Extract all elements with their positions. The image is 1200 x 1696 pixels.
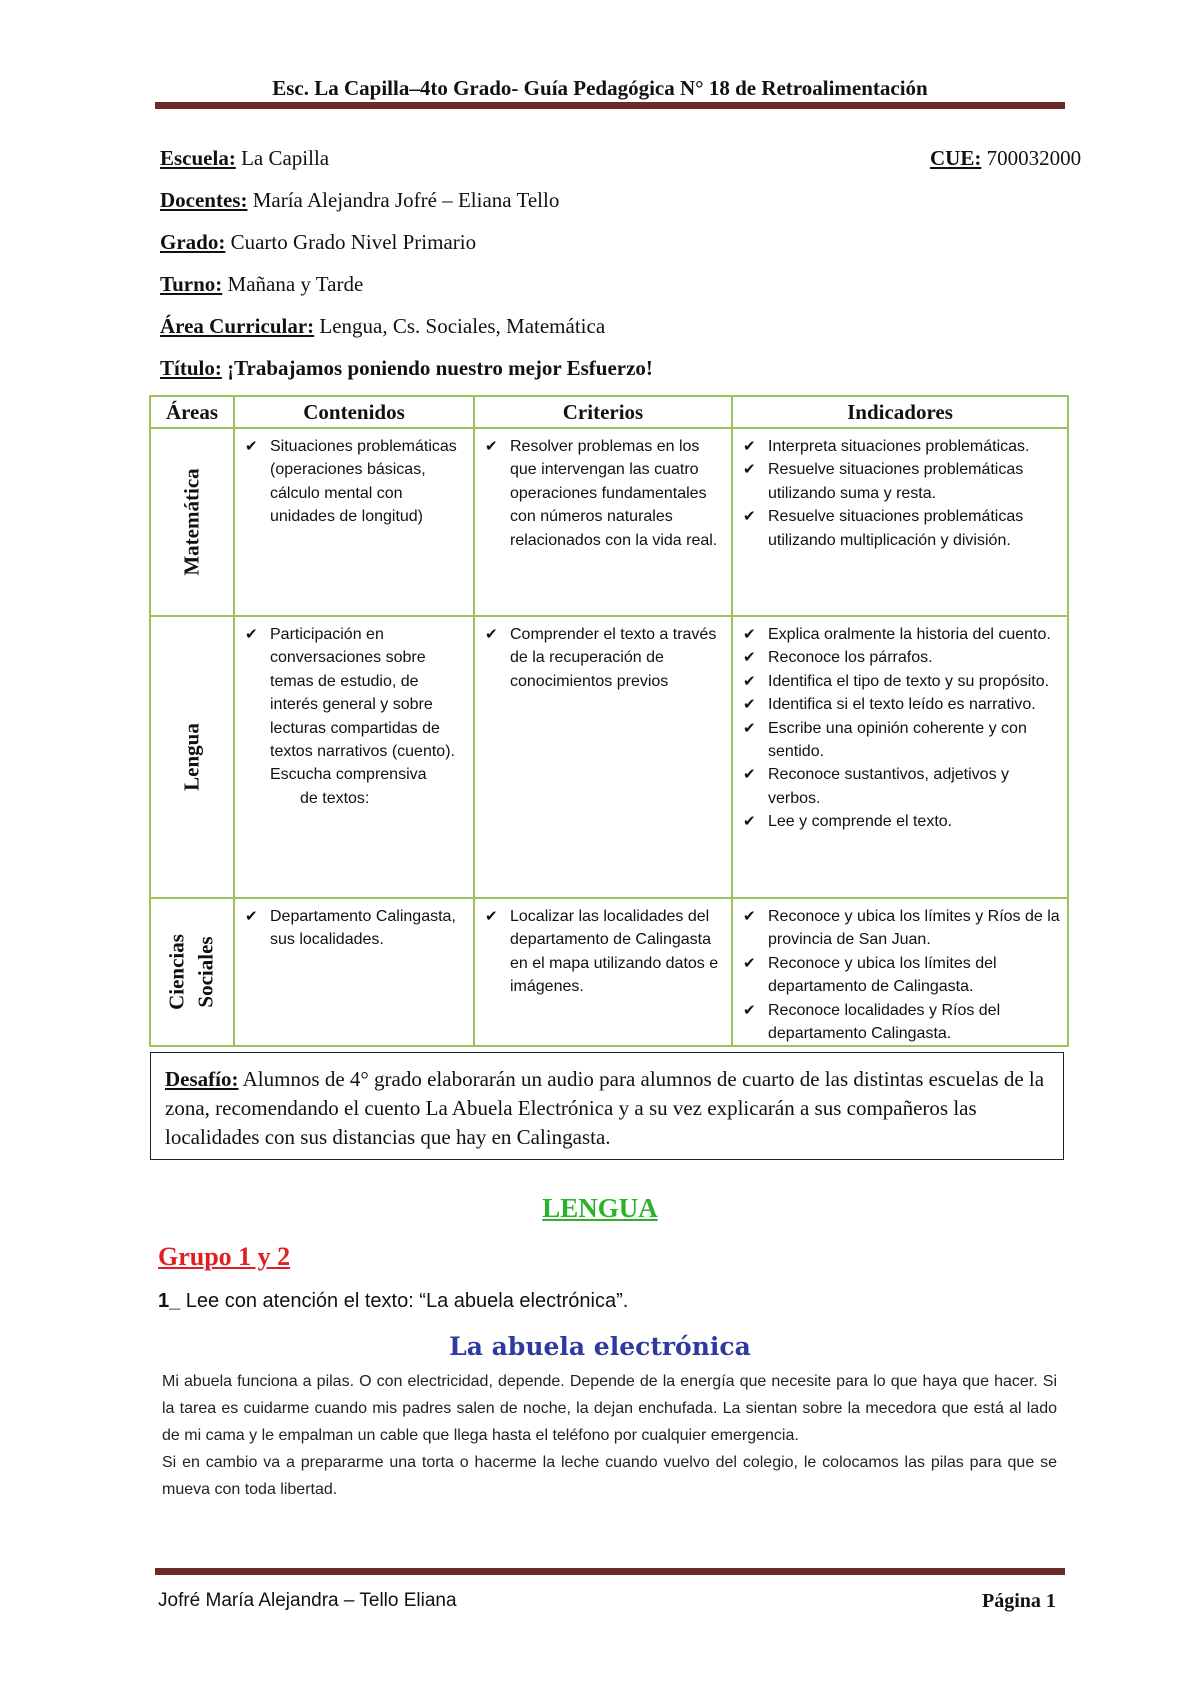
table-row — [150, 428, 1068, 616]
table-header: Áreas — [150, 396, 234, 428]
page-header: Esc. La Capilla–4to Grado- Guía Pedagógica N° 18 de Retroalimentación — [272, 76, 928, 100]
list-item: ✔ Reconoce y ubica los límites y Ríos de la provincia de San Juan. — [741, 905, 1061, 952]
area-cell: Matemática — [150, 428, 234, 616]
check-icon: ✔ — [743, 461, 756, 479]
check-icon: ✔ — [485, 438, 498, 455]
check-icon: ✔ — [743, 696, 756, 714]
list-item: ✔ Identifica el tipo de texto y su propósito. — [741, 670, 1061, 693]
area-cell: Ciencias Sociales — [150, 898, 234, 1046]
desafio-box — [150, 1052, 1064, 1160]
story-text — [162, 1368, 1057, 1503]
list-item: ✔ Situaciones problemáticas (operaciones básicas, cálculo mental con unidades de longitud) — [243, 435, 467, 529]
header-rule — [155, 102, 1065, 109]
docentes-row: Docentes: María Alejandra Jofré – Eliana Tello — [160, 188, 560, 212]
list-item: ✔ Interpreta situaciones problemáticas. — [741, 435, 1061, 458]
cue-row: CUE: 700032000 — [930, 146, 1082, 170]
list-item: ✔ Resolver problemas en los que intervengan las cuatro operaciones fundamentales con números naturales relacionados con la vida real. — [483, 435, 725, 552]
table-row — [150, 898, 1068, 1046]
contenidos-cell — [234, 428, 474, 616]
indicadores-cell — [732, 616, 1068, 898]
contenidos-cell — [234, 616, 474, 898]
list-item: ✔ Departamento Calingasta, sus localidades. — [243, 905, 467, 952]
list-item: ✔ Reconoce los párrafos. — [741, 646, 1061, 669]
grado-row: Grado: Cuarto Grado Nivel Primario — [160, 230, 477, 254]
check-icon: ✔ — [743, 649, 756, 667]
check-icon: ✔ — [743, 813, 756, 831]
check-icon: ✔ — [743, 438, 756, 455]
table-row — [150, 616, 1068, 898]
check-icon: ✔ — [245, 908, 258, 925]
page-number: Página 1 — [982, 1590, 1056, 1612]
desafio-label: Desafío: — [165, 1067, 239, 1091]
footer-rule — [155, 1568, 1065, 1575]
table-header: Contenidos — [234, 396, 474, 428]
list-item: ✔ Lee y comprende el texto. — [741, 810, 1061, 833]
table-header: Criterios — [474, 396, 732, 428]
story-paragraph: Mi abuela funciona a pilas. O con electricidad, depende. Depende de la energía que necesite para lo que haya que hacer. Si la tarea es cuidarme cuando mis padres salen de noche, la dejan enchufada. La sientan sobre la mecedora que está al lado de mi cama y le empalman un cable que llega hasta el teléfono por cualquier emergencia. — [162, 1373, 1057, 1444]
list-item: ✔ Explica oralmente la historia del cuento. — [741, 623, 1061, 646]
table-header-row — [150, 396, 1068, 428]
list-item: ✔ Comprender el texto a través de la recuperación de conocimientos previos — [483, 623, 725, 693]
escuela-row: Escuela: La Capilla — [160, 146, 330, 170]
list-item: ✔ Localizar las localidades del departamento de Calingasta en el mapa utilizando datos e imágenes. — [483, 905, 725, 999]
turno-row: Turno: Mañana y Tarde — [160, 272, 364, 296]
area-curricular-row: Área Curricular: Lengua, Cs. Sociales, Matemática — [160, 314, 606, 338]
planning-table — [149, 395, 1069, 1047]
criterios-cell — [474, 898, 732, 1046]
check-icon: ✔ — [743, 1001, 756, 1019]
indicadores-cell — [732, 428, 1068, 616]
list-item: ✔ Identifica si el texto leído es narrativo. — [741, 693, 1061, 716]
check-icon: ✔ — [743, 766, 756, 784]
contenidos-cell — [234, 898, 474, 1046]
check-icon: ✔ — [245, 626, 258, 643]
titulo-row: Título: ¡Trabajamos poniendo nuestro mejor Esfuerzo! — [160, 356, 653, 380]
indicadores-cell — [732, 898, 1068, 1046]
story-title: La abuela electrónica — [449, 1332, 751, 1361]
list-item: ✔ Resuelve situaciones problemáticas utilizando suma y resta. — [741, 458, 1061, 505]
check-icon: ✔ — [485, 626, 498, 643]
check-icon: ✔ — [743, 672, 756, 690]
check-icon: ✔ — [743, 719, 756, 737]
criterios-cell — [474, 616, 732, 898]
list-item: ✔ Resuelve situaciones problemáticas utilizando multiplicación y división. — [741, 505, 1061, 552]
list-item: ✔ Reconoce localidades y Ríos del departamento Calingasta. — [741, 999, 1061, 1046]
footer-authors: Jofré María Alejandra – Tello Eliana — [158, 1590, 457, 1611]
list-item: ✔ Reconoce y ubica los límites del departamento de Calingasta. — [741, 952, 1061, 999]
check-icon: ✔ — [485, 908, 498, 925]
area-cell: Lengua — [150, 616, 234, 898]
list-item: ✔ Escribe una opinión coherente y con sentido. — [741, 717, 1061, 764]
check-icon: ✔ — [743, 626, 756, 643]
instruction: 1_ Lee con atención el texto: “La abuela electrónica”. — [158, 1290, 629, 1312]
section-title: LENGUA — [542, 1193, 658, 1223]
list-item: ✔ Participación en conversaciones sobre temas de estudio, de interés general y sobre lecturas compartidas de textos narrativos (cuento). Escucha comprensiva de textos: — [243, 623, 467, 810]
desafio-text: Alumnos de 4° grado elaborarán un audio para alumnos de cuarto de las distintas escuelas de la zona, recomendando el cuento La Abuela Electrónica y a su vez explicarán a sus compañeros las localidades con sus distancias que hay en Calingasta. — [165, 1067, 1045, 1149]
criterios-cell — [474, 428, 732, 616]
list-item: ✔ Reconoce sustantivos, adjetivos y verbos. — [741, 763, 1061, 810]
table-header: Indicadores — [732, 396, 1068, 428]
group-title: Grupo 1 y 2 — [158, 1242, 291, 1271]
check-icon: ✔ — [743, 508, 756, 526]
check-icon: ✔ — [245, 438, 258, 455]
story-paragraph: Si en cambio va a prepararme una torta o hacerme la leche cuando vuelvo del colegio, le colocamos las pilas para que se mueva con toda libertad. — [162, 1454, 1057, 1498]
check-icon: ✔ — [743, 908, 756, 925]
check-icon: ✔ — [743, 954, 756, 972]
